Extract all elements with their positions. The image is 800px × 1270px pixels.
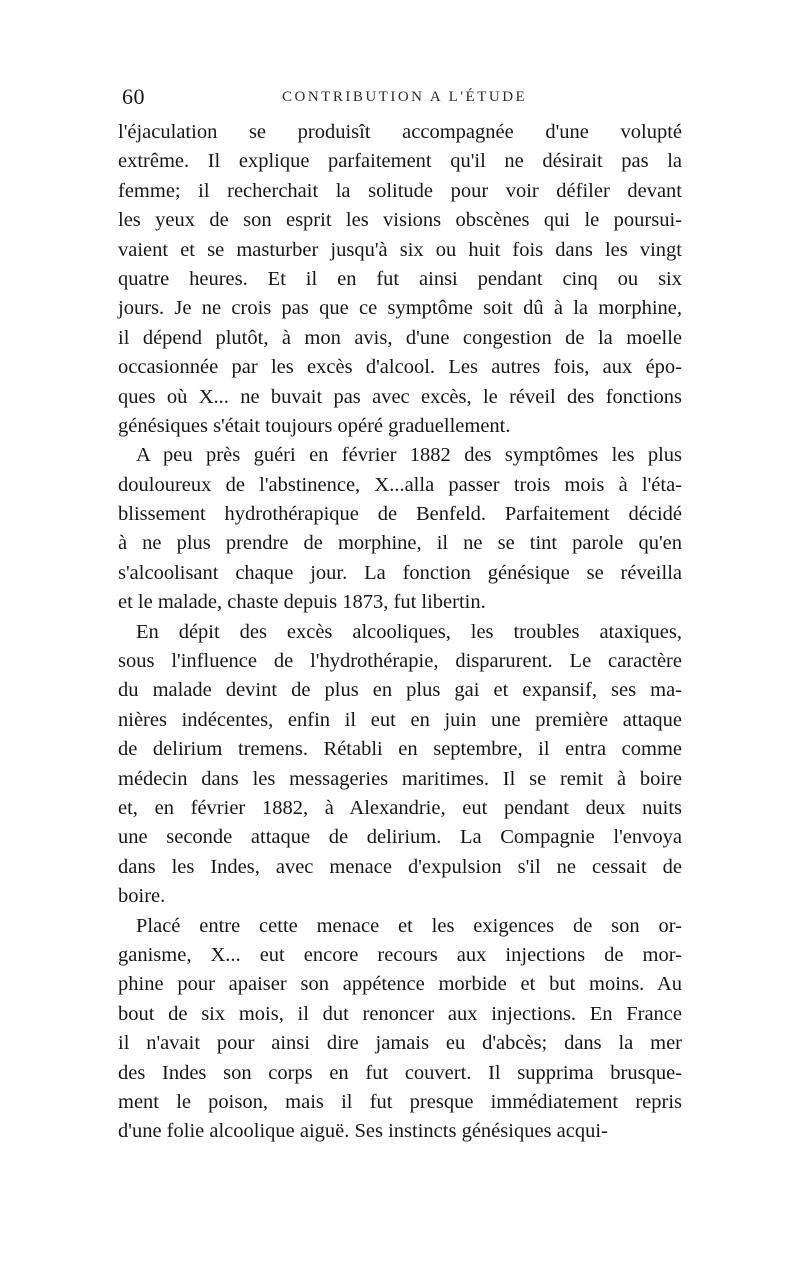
text-line: ques où X... ne buvait pas avec excès, le réveil des fonctions [118, 385, 682, 408]
text-line: occasionnée par les excès d'alcool. Les autres fois, aux épo- [118, 356, 682, 379]
text-line: il n'avait pour ainsi dire jamais eu d'abcès; dans la mer [118, 1032, 682, 1055]
text-line: extrême. Il explique parfaitement qu'il ne désirait pas la [118, 150, 682, 173]
text-line: médecin dans les messageries maritimes. Il se remit à boire [118, 767, 682, 790]
text-line: sous l'influence de l'hydrothérapie, disparurent. Le caractère [118, 650, 682, 673]
text-line: A peu près guéri en février 1882 des symptômes les plus [136, 444, 682, 467]
text-line: du malade devint de plus en plus gai et expansif, ses ma- [118, 679, 682, 702]
text-line: boire. [118, 885, 166, 908]
text-line: blissement hydrothérapique de Benfeld. Parfaitement décidé [118, 503, 682, 526]
text-line: et le malade, chaste depuis 1873, fut libertin. [118, 591, 486, 614]
text-line: vaient et se masturber jusqu'à six ou huit fois dans les vingt [118, 238, 682, 261]
text-line: nières indécentes, enfin il eut en juin une première attaque [118, 708, 682, 731]
running-head [122, 84, 682, 116]
paragraph [118, 618, 682, 912]
text-line: d'une folie alcoolique aiguë. Ses instincts génésiques acqui- [118, 1120, 608, 1143]
text-line: Placé entre cette menace et les exigences de son or- [136, 914, 682, 937]
text-line: quatre heures. Et il en fut ainsi pendant cinq ou six [118, 267, 682, 290]
paragraph [118, 118, 682, 441]
text-line: douloureux de l'abstinence, X...alla passer trois mois à l'éta- [118, 473, 682, 496]
text-line: l'éjaculation se produisît accompagnée d'une volupté [118, 121, 682, 143]
text-line: bout de six mois, il dut renoncer aux injections. En France [118, 1002, 682, 1025]
paragraph [118, 912, 682, 1147]
running-title: CONTRIBUTION A L'ÉTUDE [282, 89, 528, 105]
text-line: les yeux de son esprit les visions obscènes qui le poursui- [118, 209, 682, 232]
text-line: une seconde attaque de delirium. La Compagnie l'envoya [118, 826, 682, 849]
text-line: ment le poison, mais il fut presque immédiatement repris [118, 1090, 682, 1113]
text-line: de delirium tremens. Rétabli en septembre, il entra comme [118, 738, 682, 761]
text-line: il dépend plutôt, à mon avis, d'une congestion de la moelle [118, 326, 682, 349]
page-number: 60 [122, 84, 145, 109]
text-line: phine pour apaiser son appétence morbide et but moins. Au [118, 973, 682, 996]
text-line: femme; il recherchait la solitude pour voir défiler devant [118, 179, 682, 202]
text-line: En dépit des excès alcooliques, les troubles ataxiques, [136, 620, 682, 643]
text-line: jours. Je ne crois pas que ce symptôme soit dû à la morphine, [118, 297, 682, 320]
paragraph [118, 441, 682, 617]
body-text [118, 118, 682, 1147]
text-line: des Indes son corps en fut couvert. Il supprima brusque- [118, 1061, 682, 1084]
text-line: ganisme, X... eut encore recours aux injections de mor- [118, 943, 682, 966]
text-line: s'alcoolisant chaque jour. La fonction génésique se réveilla [118, 561, 682, 584]
text-line: dans les Indes, avec menace d'expulsion s'il ne cessait de [118, 855, 682, 878]
text-line: génésiques s'était toujours opéré graduellement. [118, 414, 511, 437]
text-line: et, en février 1882, à Alexandrie, eut pendant deux nuits [118, 796, 682, 819]
text-line: à ne plus prendre de morphine, il ne se tint parole qu'en [118, 532, 682, 555]
